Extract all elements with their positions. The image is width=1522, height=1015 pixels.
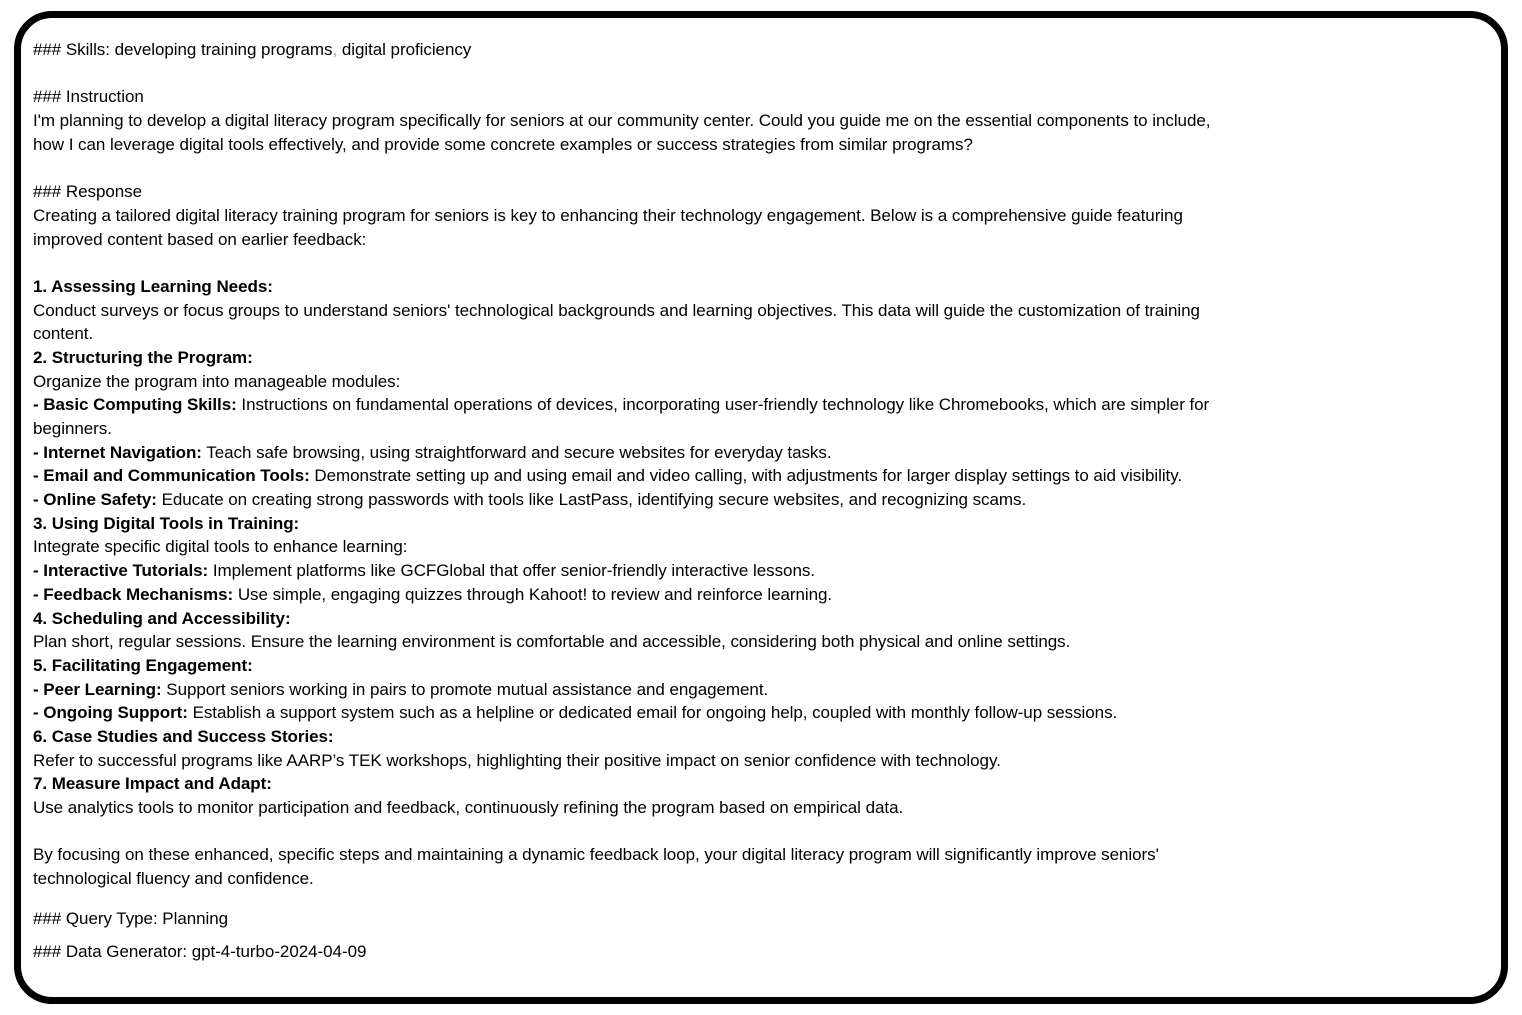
document-content bbox=[21, 18, 1501, 964]
bold-run: - Email and Communication Tools: bbox=[33, 466, 310, 486]
response-step-title bbox=[33, 346, 1491, 370]
response-bullet-line bbox=[33, 678, 1491, 702]
bold-run: 1. Assessing Learning Needs: bbox=[33, 276, 273, 296]
blank-line bbox=[33, 62, 1491, 86]
bold-run: 7. Measure Impact and Adapt: bbox=[33, 774, 272, 794]
bold-run: - Feedback Mechanisms: bbox=[33, 584, 234, 604]
response-bullet-line bbox=[33, 441, 1491, 465]
bold-run: 3. Using Digital Tools in Training: bbox=[33, 513, 300, 533]
text-run: beginners. bbox=[33, 419, 112, 438]
response-text-line bbox=[33, 535, 1491, 559]
text-run: Teach safe browsing, using straightforward and secure websites for everyday tasks. bbox=[201, 442, 832, 462]
response-bullet-line bbox=[33, 393, 1491, 417]
response-bullet-line bbox=[33, 559, 1491, 583]
text-run: content. bbox=[33, 324, 94, 344]
paragraph-gap bbox=[33, 891, 1491, 907]
bold-run: - Interactive Tutorials: bbox=[33, 561, 209, 581]
response-step-title bbox=[33, 607, 1491, 631]
document-card bbox=[14, 11, 1508, 1004]
skills-comma: , bbox=[332, 40, 338, 59]
text-run: Plan short, regular sessions. Ensure the learning environment is comfortable and accessible, considering both physical and online settings. bbox=[33, 632, 1071, 652]
response-text-line bbox=[33, 299, 1491, 323]
text-run: Implement platforms like GCFGlobal that offer senior-friendly interactive lessons. bbox=[208, 561, 815, 581]
text-run: Educate on creating strong passwords with tools like LastPass, identifying secure websites, and recognizing scams. bbox=[156, 490, 1027, 510]
text-run: Use analytics tools to monitor participation and feedback, continuously refining the program based on empirical data. bbox=[33, 798, 904, 817]
bold-run: - Internet Navigation: bbox=[33, 442, 202, 462]
closing-text-line: technological fluency and confidence. bbox=[33, 869, 314, 889]
response-text-line bbox=[33, 749, 1491, 773]
response-text-line bbox=[33, 630, 1491, 654]
response-intro-line: improved content based on earlier feedback: bbox=[33, 229, 367, 249]
paragraph-gap bbox=[33, 930, 1491, 940]
response-text-line bbox=[33, 796, 1491, 820]
skills-tail: digital proficiency bbox=[337, 40, 472, 59]
bold-run: 2. Structuring the Program: bbox=[33, 347, 253, 367]
bold-run: - Basic Computing Skills: bbox=[33, 395, 237, 415]
response-intro-line: Creating a tailored digital literacy training program for seniors is key to enhancing their technology engagement. Below is a comprehensive guide featuring bbox=[33, 205, 1183, 225]
instruction-heading: ### Instruction bbox=[33, 87, 144, 107]
response-step-title bbox=[33, 654, 1491, 678]
response-heading: ### Response bbox=[33, 182, 143, 202]
response-text-line bbox=[33, 370, 1491, 394]
response-step-title bbox=[33, 275, 1491, 299]
closing-text-line: By focusing on these enhanced, specific steps and maintaining a dynamic feedback loop, your digital literacy program will significantly improve seniors' bbox=[33, 845, 1159, 865]
text-run: Refer to successful programs like AARP’s TEK workshops, highlighting their positive impact on senior confidence with technology. bbox=[33, 750, 1001, 770]
response-bullet-line bbox=[33, 464, 1491, 488]
response-bullet-line bbox=[33, 701, 1491, 725]
data-generator-line: ### Data Generator: gpt-4-turbo-2024-04-09 bbox=[33, 942, 367, 962]
instruction-text-line: I'm planning to develop a digital literacy program specifically for seniors at our community center. Could you guide me on the essential components to include, bbox=[33, 111, 1211, 131]
text-run: Organize the program into manageable modules: bbox=[33, 371, 401, 391]
bold-run: 5. Facilitating Engagement: bbox=[33, 655, 253, 675]
text-run: Demonstrate setting up and using email and video calling, with adjustments for larger display settings to aid visibility. bbox=[309, 466, 1183, 486]
blank-line bbox=[33, 156, 1491, 180]
response-step-title bbox=[33, 772, 1491, 796]
bold-run: - Online Safety: bbox=[33, 490, 157, 510]
instruction-text-line: how I can leverage digital tools effectively, and provide some concrete examples or success strategies from similar programs? bbox=[33, 134, 973, 154]
text-run: Conduct surveys or focus groups to understand seniors' technological backgrounds and learning objectives. This data will guide the customization of training bbox=[33, 300, 1200, 320]
response-step-title bbox=[33, 512, 1491, 536]
text-run: Integrate specific digital tools to enhance learning: bbox=[33, 537, 408, 557]
text-run: Instructions on fundamental operations of devices, incorporating user-friendly technology like Chromebooks, which are simpler for bbox=[236, 395, 1210, 415]
skills-text: ### Skills: developing training programs bbox=[33, 40, 333, 59]
response-bullet-line bbox=[33, 583, 1491, 607]
skills-heading bbox=[33, 38, 1491, 62]
response-bullet-line bbox=[33, 488, 1491, 512]
bold-run: 6. Case Studies and Success Stories: bbox=[33, 726, 334, 746]
text-run: Support seniors working in pairs to promote mutual assistance and engagement. bbox=[161, 679, 769, 699]
text-run: Use simple, engaging quizzes through Kahoot! to review and reinforce learning. bbox=[233, 584, 833, 604]
bold-run: - Ongoing Support: bbox=[33, 703, 188, 723]
blank-line bbox=[33, 820, 1491, 844]
bold-run: - Peer Learning: bbox=[33, 679, 162, 699]
response-step-title bbox=[33, 725, 1491, 749]
response-text-line bbox=[33, 417, 1491, 441]
bold-run: 4. Scheduling and Accessibility: bbox=[33, 608, 291, 628]
text-run: Establish a support system such as a helpline or dedicated email for ongoing help, coupled with monthly follow-up sessions. bbox=[187, 703, 1118, 723]
query-type-line: ### Query Type: Planning bbox=[33, 908, 229, 928]
response-text-line bbox=[33, 322, 1491, 346]
blank-line bbox=[33, 251, 1491, 275]
